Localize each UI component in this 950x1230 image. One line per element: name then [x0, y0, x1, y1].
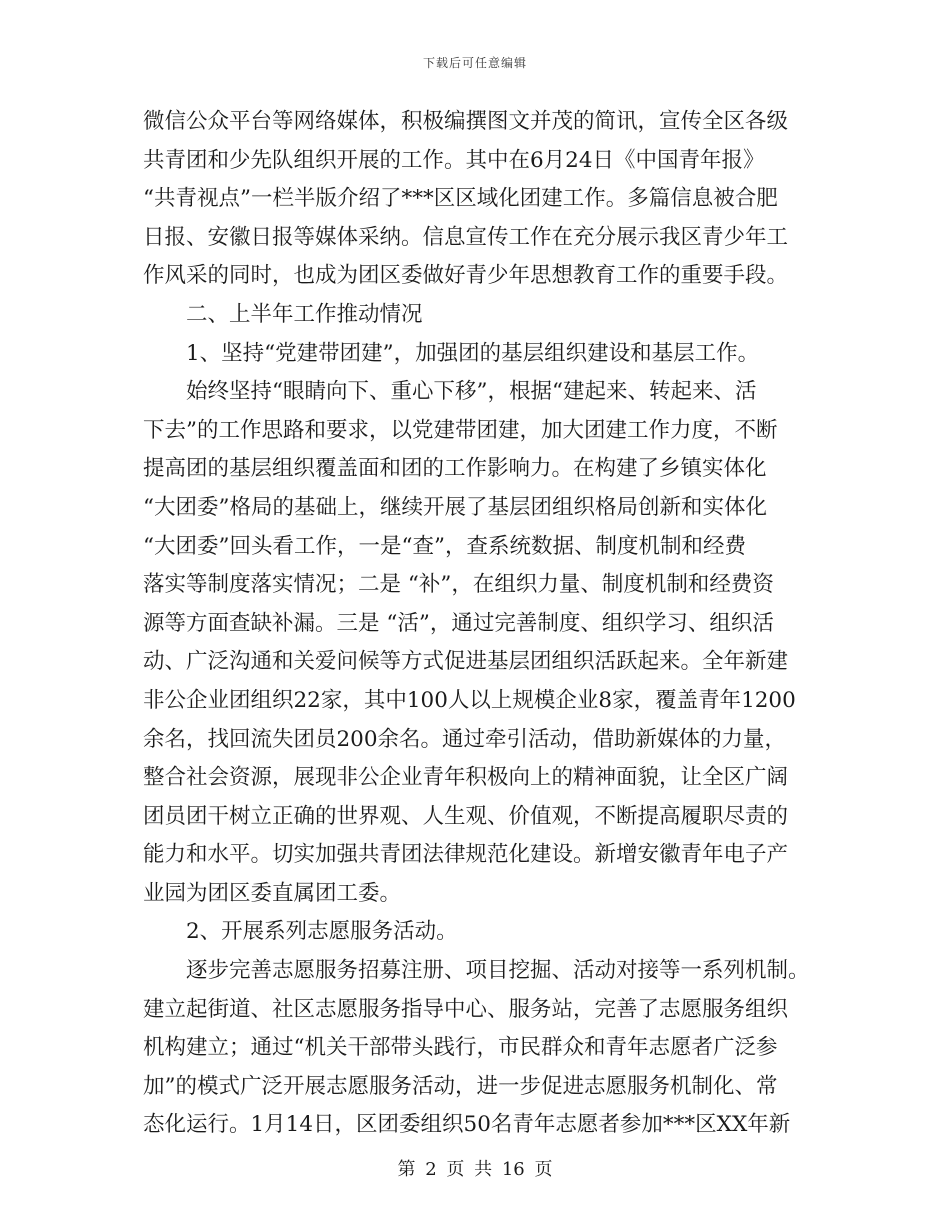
- page-footer: 第 2 页 共 16 页: [397, 1159, 553, 1180]
- text-line: 动、广泛沟通和关爱问候等方式促进基层团组织活跃起来。全年新建: [143, 649, 789, 675]
- text-line: 逐步完善志愿服务招募注册、项目挖掘、活动对接等一系列机制。: [186, 958, 810, 984]
- text-line: 源等方面查缺补漏。三是 “活”，通过完善制度、组织学习、组织活: [143, 610, 774, 636]
- text-line: 二、上半年工作推动情况: [186, 301, 423, 327]
- text-line: 微信公众平台等网络媒体，积极编撰图文并茂的简讯，宣传全区各级: [143, 109, 789, 134]
- text-line: 态化运行。1月14日，区团委组织50名青年志愿者参加***区XX年新: [143, 1112, 791, 1138]
- text-line: 提高团的基层组织覆盖面和团的工作影响力。在构建了乡镇实体化: [143, 456, 767, 482]
- text-line: 团员团干树立正确的世界观、人生观、价值观，不断提高履职尽责的: [143, 803, 789, 829]
- text-line: 2、开展系列志愿服务活动。: [186, 919, 458, 945]
- text-line: “大团委”格局的基础上，继续开展了基层团组织格局创新和实体化: [143, 494, 767, 520]
- text-line: 余名，找回流失团员200余名。通过牵引活动，借助新媒体的力量，: [143, 726, 787, 752]
- text-line: 建立起街道、社区志愿服务指导中心、服务站，完善了志愿服务组织: [143, 996, 789, 1022]
- text-line: “共青视点”一栏半版介绍了***区区域化团建工作。多篇信息被合肥: [143, 186, 778, 212]
- text-line: 落实等制度落实情况；二是 “补”，在组织力量、制度机制和经费资: [143, 572, 774, 598]
- text-line: 共青团和少先队组织开展的工作。其中在6月24日《中国青年报》: [143, 147, 765, 173]
- text-line: 始终坚持“眼睛向下、重心下移”，根据“建起来、转起来、活: [186, 379, 757, 405]
- text-line: “大团委”回头看工作，一是“查”，查系统数据、制度机制和经费: [143, 533, 746, 559]
- text-line: 1、坚持“党建带团建”，加强团的基层组织建设和基层工作。: [186, 340, 760, 366]
- body-text: [143, 103, 811, 1145]
- text-line: 整合社会资源，展现非公企业青年积极向上的精神面貌，让全区广阔: [143, 765, 789, 791]
- text-line: 机构建立；通过“机关干部带头践行，市民群众和青年志愿者广泛参: [143, 1035, 778, 1061]
- text-line: 作风采的同时，也成为团区委做好青少年思想教育工作的重要手段。: [143, 263, 789, 289]
- text-line: 非公企业团组织22家，其中100人以上规模企业8家，覆盖青年1200: [143, 687, 796, 713]
- text-line: 业园为团区委直属团工委。: [143, 880, 402, 906]
- text-line: 下去”的工作思路和要求，以党建带团建，加大团建工作力度，不断: [143, 417, 778, 443]
- text-line: 加”的模式广泛开展志愿服务活动，进一步促进志愿服务机制化、常: [143, 1073, 778, 1099]
- page-header: 下载后可任意编辑: [422, 56, 527, 70]
- text-line: 日报、安徽日报等媒体采纳。信息宣传工作在充分展示我区青少年工: [143, 224, 789, 250]
- text-line: 能力和水平。切实加强共青团法律规范化建设。新增安徽青年电子产: [143, 842, 789, 868]
